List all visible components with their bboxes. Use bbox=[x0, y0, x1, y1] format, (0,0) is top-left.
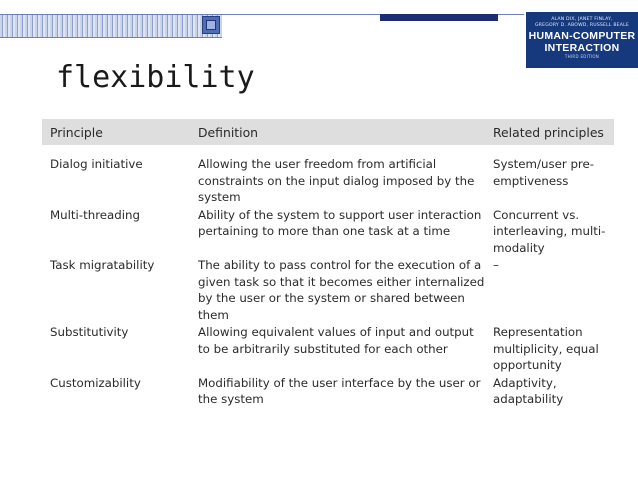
book-authors-line-1: ALAN DIX, JANET FINLAY, bbox=[551, 17, 613, 22]
cell-definition: The ability to pass control for the execution of a given task so that it becomes either internalized by the user or the system or shared between them bbox=[198, 258, 485, 322]
table-row bbox=[42, 207, 614, 258]
book-authors bbox=[526, 17, 638, 29]
principles-table-container bbox=[42, 119, 614, 409]
cell-related: Representation multiplicity, equal opportunity bbox=[493, 325, 599, 372]
header-related-principles: Related principles bbox=[493, 124, 604, 140]
book-authors-line-2: GREGORY D. ABOWD, RUSSELL BEALE bbox=[534, 23, 629, 28]
cell-related: System/user pre-emptiveness bbox=[493, 157, 595, 188]
cell-principle: Customizability bbox=[50, 375, 141, 390]
cell-principle: Task migratability bbox=[50, 258, 155, 272]
cell-related: – bbox=[493, 258, 499, 272]
top-decorative-band bbox=[0, 14, 222, 38]
book-cover-logo bbox=[526, 12, 638, 68]
book-title-line-1: HUMAN-COMPUTER bbox=[528, 30, 636, 42]
table-row bbox=[42, 145, 614, 207]
table-row bbox=[42, 324, 614, 375]
decorative-square-icon bbox=[202, 16, 220, 34]
cell-definition: Modifiability of the user interface by the user or the system bbox=[198, 375, 481, 406]
principles-table bbox=[42, 119, 614, 409]
cell-principle: Substitutivity bbox=[50, 325, 129, 339]
cell-related: Concurrent vs. interleaving, multi-modality bbox=[493, 207, 606, 255]
table-row bbox=[42, 375, 614, 409]
header-principle: Principle bbox=[50, 124, 103, 140]
table-header-row bbox=[42, 119, 614, 145]
cell-definition: Ability of the system to support user interaction pertaining to more than one task at a time bbox=[198, 207, 482, 238]
cell-principle: Dialog initiative bbox=[50, 157, 143, 171]
cell-related: Adaptivity, adaptability bbox=[493, 375, 564, 406]
cell-definition: Allowing the user freedom from artificial constraints on the input dialog imposed by the system bbox=[198, 157, 475, 204]
table-row bbox=[42, 257, 614, 324]
book-title-line-2: INTERACTION bbox=[544, 42, 620, 54]
book-title bbox=[526, 30, 638, 54]
slide-title: flexibility bbox=[56, 60, 255, 95]
decorative-square-inner bbox=[206, 20, 216, 30]
top-blue-accent bbox=[380, 14, 498, 21]
book-edition: THIRD EDITION bbox=[564, 54, 600, 59]
header-definition: Definition bbox=[198, 124, 258, 140]
cell-principle: Multi-threading bbox=[50, 207, 141, 222]
cell-definition: Allowing equivalent values of input and output to be arbitrarily substituted for each other bbox=[198, 325, 474, 356]
